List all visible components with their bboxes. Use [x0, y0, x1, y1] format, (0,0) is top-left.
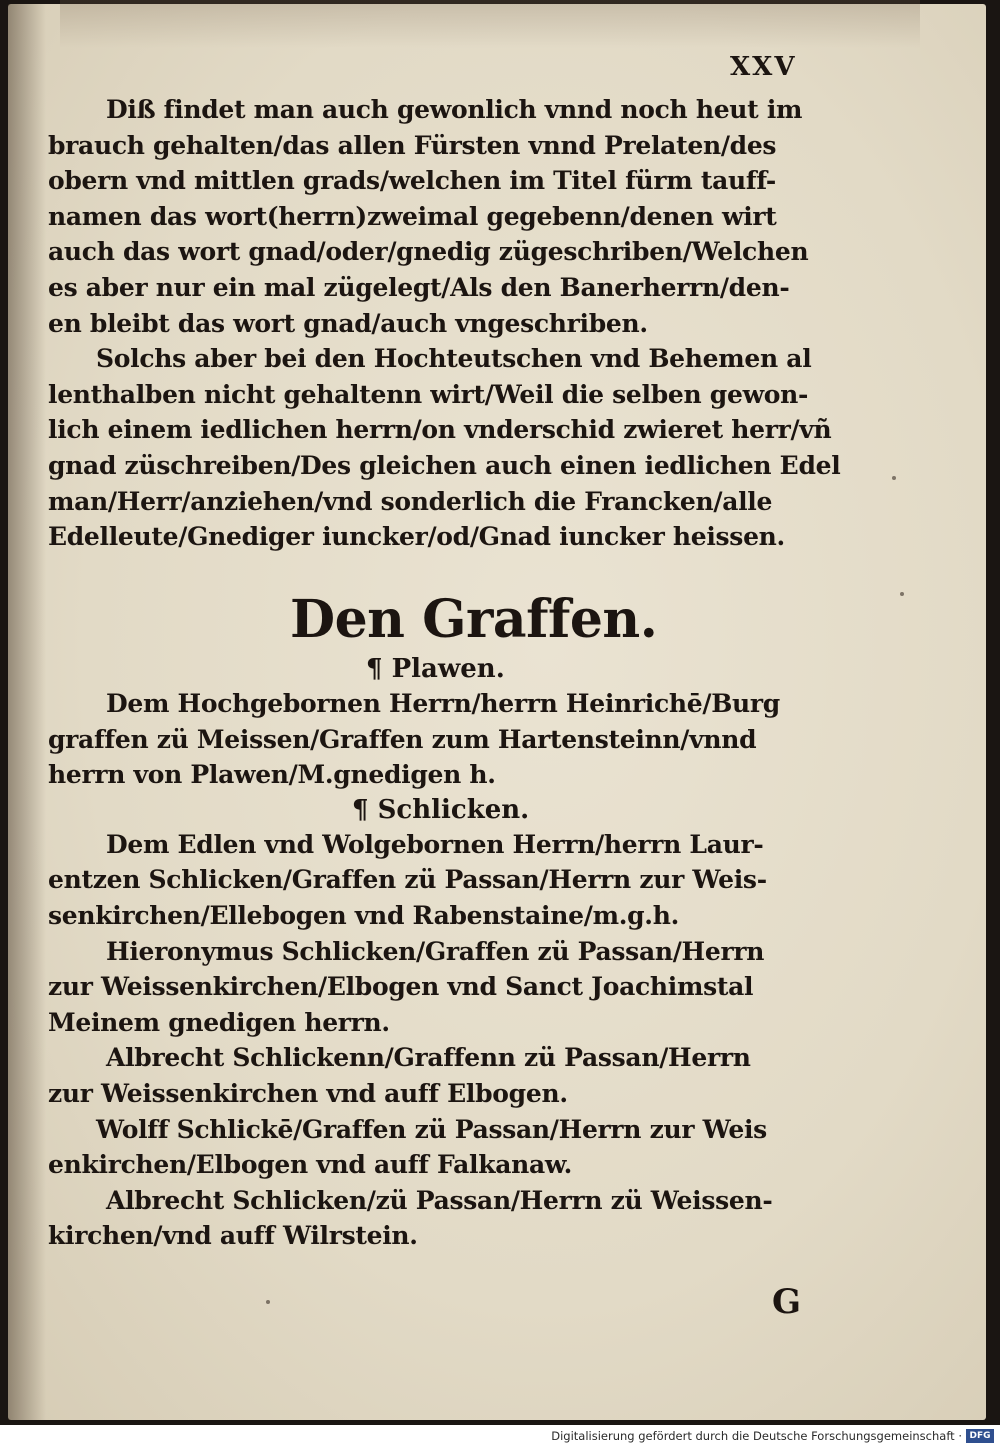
text-line: en bleibt das wort gnad/auch vngeschriben. [48, 308, 648, 338]
paragraph-1 [48, 92, 878, 341]
text-line: enkirchen/Elbogen vnd auff Falkanaw. [48, 1150, 573, 1180]
section-heading: Den Graffen. [290, 589, 658, 650]
text-line: zur Weissenkirchen vnd auff Elbogen. [48, 1078, 568, 1108]
text-line: Wolff Schlickē/Graffen zü Passan/Herrn zur Weis [96, 1114, 767, 1144]
folio-number: XXV [730, 52, 797, 82]
text-line: auch das wort gnad/oder/gnedig zügeschriben/Welchen [48, 237, 809, 267]
text-line: Meinem gnedigen herrn. [48, 1007, 390, 1037]
ink-speck [900, 592, 904, 596]
text-line: obern vnd mittlen grads/welchen im Titel fürm tauff- [48, 166, 776, 196]
text-line: lenthalben nicht gehaltenn wirt/Weil die selben gewon- [48, 379, 809, 409]
text-line: lich einem iedlichen herrn/on vnderschid zwieret herr/vñ [48, 415, 832, 445]
text-line: gnad züschreiben/Des gleichen auch einen iedlichen Edel [48, 450, 841, 480]
entry-albrecht-1 [48, 1040, 878, 1111]
text-line: zur Weissenkirchen/Elbogen vnd Sanct Joachimstal [48, 972, 754, 1002]
text-block [48, 48, 878, 555]
entry-subheading: ¶ Schlicken. [352, 794, 530, 825]
text-line: Dem Edlen vnd Wolgebornen Herrn/herrn Laur- [106, 829, 764, 859]
entry-plawen [48, 652, 878, 793]
entry-subheading: ¶ Plawen. [366, 654, 505, 684]
entry-wolff [48, 1112, 878, 1183]
dfg-logo-icon: DFG [966, 1429, 994, 1443]
text-line: Solchs aber bei den Hochteutschen vnd Behemen al [96, 344, 812, 374]
page-gutter-shadow [8, 4, 46, 1420]
text-line: senkirchen/Ellebogen vnd Rabenstaine/m.g.h. [48, 900, 679, 930]
text-line: kirchen/vnd auff Wilrstein. [48, 1221, 418, 1251]
text-line: Dem Hochgebornen Herrn/herrn Heinrichē/Burg [106, 689, 780, 718]
text-line: namen das wort(herrn)zweimal gegebenn/denen wirt [48, 201, 777, 231]
paragraph-2 [48, 341, 878, 555]
entry-albrecht-2 [48, 1183, 878, 1254]
text-line: herrn von Plawen/M.gnedigen h. [48, 760, 496, 790]
text-line: Edelleute/Gnediger iuncker/od/Gnad iuncker heissen. [48, 522, 785, 552]
text-line: graffen zü Meissen/Graffen zum Hartensteinn/vnnd [48, 724, 757, 754]
text-line: entzen Schlicken/Graffen zü Passan/Herrn zur Weis- [48, 865, 767, 895]
text-line: man/Herr/anziehen/vnd sonderlich die Francken/alle [48, 486, 773, 516]
show-through-bleed [60, 0, 920, 48]
ink-speck [892, 476, 896, 480]
digitization-footer [0, 1425, 1000, 1448]
text-line: brauch gehalten/das allen Fürsten vnnd Prelaten/des [48, 130, 777, 160]
footer-credit: Digitalisierung gefördert durch die Deutsche Forschungsgemeinschaft · [551, 1429, 962, 1443]
text-line: Albrecht Schlicken/zü Passan/Herrn zü Weissen- [106, 1185, 773, 1215]
text-line: es aber nur ein mal zügelegt/Als den Banerherrn/den- [48, 272, 790, 302]
entry-hieronymus [48, 934, 878, 1041]
section-entries [48, 652, 878, 1254]
ink-speck [266, 1300, 270, 1304]
text-line: Diß findet man auch gewonlich vnnd noch heut im [106, 95, 803, 124]
entry-schlicken [48, 793, 878, 934]
text-line: Albrecht Schlickenn/Graffenn zü Passan/Herrn [106, 1043, 751, 1073]
text-line: Hieronymus Schlicken/Graffen zü Passan/Herrn [106, 936, 765, 966]
signature-mark: G [772, 1282, 802, 1322]
